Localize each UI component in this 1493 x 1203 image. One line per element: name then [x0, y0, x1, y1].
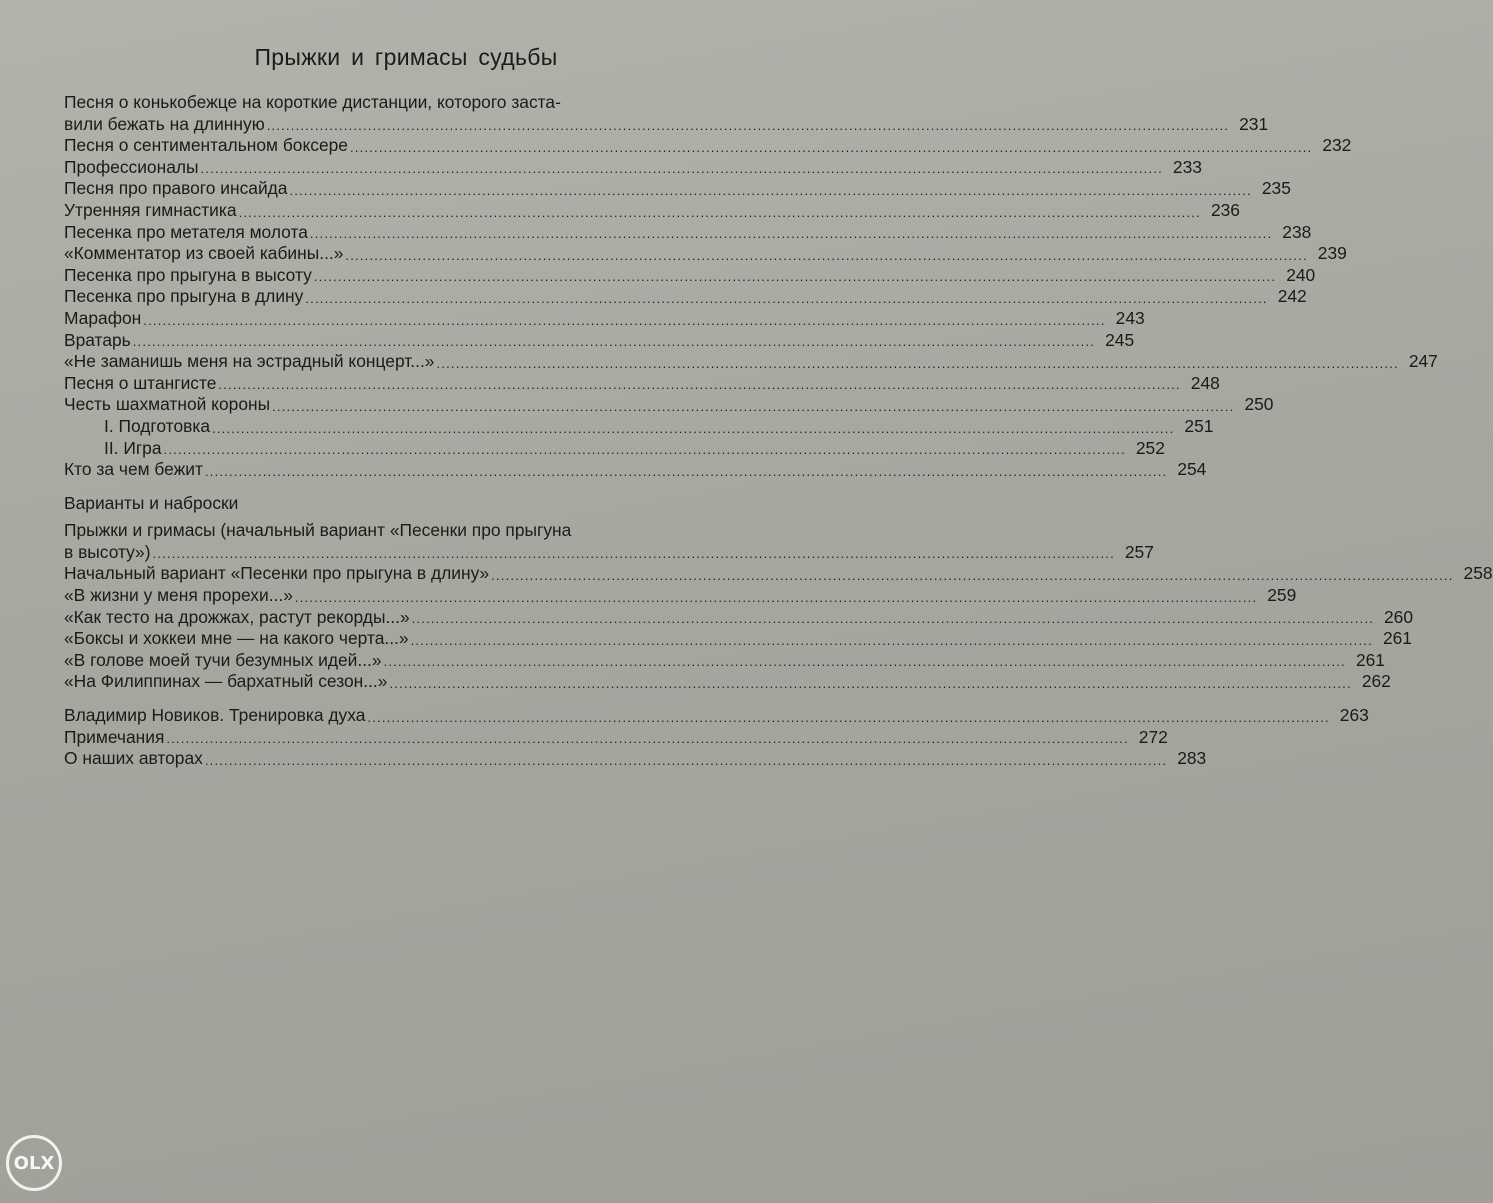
toc-entry [64, 178, 1291, 200]
toc-entry [64, 286, 1307, 308]
dot-leader: ........................................................................................................................................................................................................ [305, 290, 1268, 306]
toc-entry [64, 649, 1385, 672]
toc-entry-page: 254 [1177, 459, 1207, 480]
dot-leader: ........................................................................................................................................................................................................ [389, 676, 1352, 692]
toc-entry [64, 394, 1274, 416]
toc-entry-label: Владимир Новиков. Тренировка духа [64, 705, 366, 726]
toc-entry-page: 251 [1184, 415, 1214, 436]
toc-entry-page: 247 [1408, 351, 1438, 372]
toc-entry-page: 262 [1361, 671, 1391, 692]
toc-entry [64, 113, 1269, 136]
toc-entry [64, 705, 1369, 727]
toc-entry-page: 272 [1138, 726, 1168, 747]
toc-entry [64, 541, 1154, 564]
toc-entry-page: 263 [1339, 705, 1369, 726]
toc-entry-page: 232 [1322, 135, 1352, 156]
dot-leader: ........................................................................................................................................................................................................ [200, 161, 1163, 177]
toc-entry-page: 283 [1177, 748, 1207, 769]
toc-entry-label: Песня о сентиментальном боксере [64, 135, 348, 156]
toc-entry-label: «Боксы и хоккеи мне — на какого черта...» [64, 628, 409, 649]
dot-leader: ........................................................................................................................................................................................................ [204, 463, 1168, 479]
dot-leader: ........................................................................................................................................................................................................ [294, 589, 1258, 605]
dot-leader: ........................................................................................................................................................................................................ [410, 632, 1373, 648]
toc-entry-label: Утренняя гимнастика [64, 199, 237, 220]
dot-leader: ........................................................................................................................................................................................................ [491, 568, 1454, 584]
toc-entry [64, 726, 1168, 749]
toc-entry-label: «Как тесто на дрожжах, растут рекорды...» [64, 606, 410, 627]
toc-entry [64, 585, 1297, 607]
toc-entry [64, 372, 1220, 395]
dot-leader: ........................................................................................................................................................................................................ [309, 226, 1273, 242]
table-of-contents [64, 92, 1493, 770]
toc-entry-page: 248 [1190, 372, 1220, 393]
toc-entry [64, 628, 1412, 650]
dot-leader: ........................................................................................................................................................................................................ [272, 398, 1235, 414]
dot-leader: ........................................................................................................................................................................................................ [143, 312, 1106, 328]
toc-entry-page: 236 [1210, 199, 1240, 220]
toc-entry-label: Честь шахматной короны [64, 394, 271, 415]
dot-leader: ........................................................................................................................................................................................................ [132, 334, 1096, 350]
toc-entry-page: 252 [1135, 437, 1165, 458]
toc-entry [64, 563, 1493, 585]
toc-entry [64, 135, 1352, 157]
toc-entry-label: Кто за чем бежит [64, 459, 203, 480]
toc-entry [64, 415, 1214, 438]
toc-entry-page: 257 [1124, 541, 1154, 562]
toc-entry [64, 243, 1347, 265]
dot-leader: ........................................................................................................................................................................................................ [349, 139, 1313, 155]
toc-entry [64, 329, 1135, 352]
dot-leader: ........................................................................................................................................................................................................ [436, 355, 1399, 371]
olx-watermark-logo: OLX [6, 1135, 62, 1191]
toc-entry [64, 307, 1145, 330]
toc-entry-page: 233 [1172, 156, 1202, 177]
dot-leader: ........................................................................................................................................................................................................ [289, 182, 1252, 198]
dot-leader: ........................................................................................................................................................................................................ [313, 269, 1277, 285]
toc-entry-label: Начальный вариант «Песенки про прыгуна в длину» [64, 563, 490, 584]
dot-leader: ........................................................................................................................................................................................................ [411, 611, 1374, 627]
toc-entry [64, 221, 1312, 244]
toc-entry-label: Песенка про метателя молота [64, 221, 308, 242]
toc-entry-page: 259 [1267, 585, 1297, 606]
dot-leader: ........................................................................................................................................................................................................ [204, 752, 1168, 768]
toc-entry-label: Марафон [64, 307, 142, 328]
toc-entry [64, 199, 1240, 222]
toc-entry [64, 671, 1391, 693]
toc-entry-label: «В жизни у меня прорехи...» [64, 585, 293, 606]
dot-leader: ........................................................................................................................................................................................................ [218, 377, 1181, 393]
toc-entry-label: Песня про правого инсайда [64, 178, 288, 199]
dot-leader: ........................................................................................................................................................................................................ [367, 709, 1330, 725]
dot-leader: ........................................................................................................................................................................................................ [212, 420, 1175, 436]
toc-entry-label: I. Подготовка [104, 415, 211, 436]
toc-entry [64, 264, 1316, 287]
toc-entry-page: 260 [1384, 606, 1414, 627]
toc-entry-label: «Не заманишь меня на эстрадный концерт...» [64, 351, 435, 372]
toc-entry-label: О наших авторах [64, 748, 203, 769]
toc-entry [64, 437, 1165, 460]
toc-entry-page: 261 [1382, 628, 1412, 649]
toc-entry-label: вили бежать на длинную [64, 113, 265, 134]
toc-entry-label: Песенка про прыгуна в длину [64, 286, 304, 307]
dot-leader: ........................................................................................................................................................................................................ [163, 442, 1126, 458]
toc-entry [64, 351, 1438, 373]
page-title: Прыжки и гримасы судьбы [254, 44, 558, 70]
toc-entry-label: «В голове моей тучи безумных идей...» [64, 649, 382, 670]
toc-entry-label: Профессионалы [64, 156, 199, 177]
toc-group-variants [64, 520, 1493, 693]
toc-entry-label: Песенка про прыгуна в высоту [64, 264, 312, 285]
toc-entry-page: 245 [1105, 329, 1135, 350]
toc-entry-page: 235 [1261, 178, 1291, 199]
toc-entry-line1: Прыжки и гримасы (начальный вариант «Песенки про прыгуна [64, 520, 572, 541]
toc-entry [64, 748, 1207, 770]
toc-entry-page: 238 [1282, 221, 1312, 242]
toc-entry-page: 242 [1277, 286, 1307, 307]
toc-entry [64, 606, 1414, 629]
toc-entry [64, 156, 1202, 179]
toc-entry-label: Песня о штангисте [64, 372, 217, 393]
toc-entry-page: 231 [1239, 113, 1269, 134]
dot-leader: ........................................................................................................................................................................................................ [166, 731, 1129, 747]
dot-leader: ........................................................................................................................................................................................................ [238, 204, 1201, 220]
spacer [64, 693, 738, 705]
toc-group-end [64, 705, 1369, 770]
toc-entry [64, 459, 1207, 481]
toc-entry-label: Вратарь [64, 329, 131, 350]
toc-entry-label: Примечания [64, 726, 165, 747]
toc-entry-label: в высоту») [64, 541, 151, 562]
toc-entry-page: 240 [1286, 264, 1316, 285]
dot-leader: ........................................................................................................................................................................................................ [383, 654, 1346, 670]
toc-entry-page: 239 [1317, 243, 1347, 264]
toc-entry-line1: Песня о конькобежце на короткие дистанции, которого заста- [64, 92, 561, 112]
dot-leader: ........................................................................................................................................................................................................ [266, 118, 1230, 134]
toc-entry-label: II. Игра [104, 437, 162, 458]
dot-leader: ........................................................................................................................................................................................................ [345, 247, 1308, 263]
toc-entry-page: 258 [1463, 563, 1493, 584]
toc-entry-page: 261 [1355, 649, 1385, 670]
toc-entry-label: «Комментатор из своей кабины...» [64, 243, 344, 264]
toc-entry-page: 250 [1244, 394, 1274, 415]
toc-group-main [64, 92, 1438, 481]
section-heading: Варианты и наброски [64, 492, 239, 513]
toc-entry-page: 243 [1115, 307, 1145, 328]
dot-leader: ........................................................................................................................................................................................................ [152, 546, 1115, 562]
toc-entry-label: «На Филиппинах — бархатный сезон...» [64, 671, 388, 692]
